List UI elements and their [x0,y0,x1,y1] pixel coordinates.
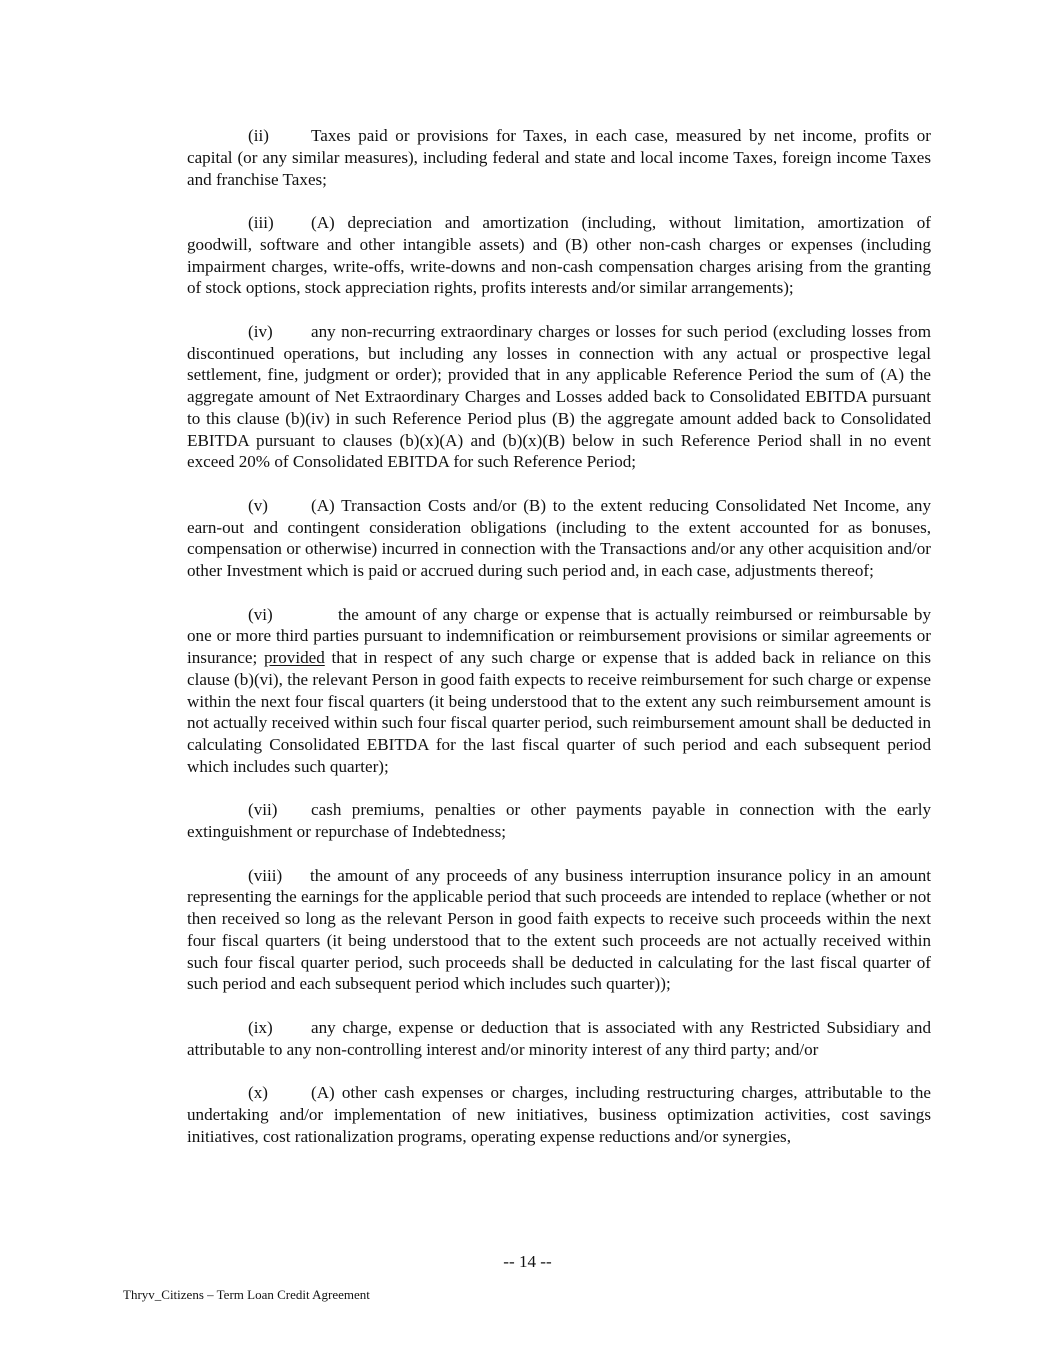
clause-label: (ii) [248,126,269,145]
clause-vii [187,799,931,843]
clause-label: (x) [248,1083,268,1102]
clause-label: (viii) [248,865,283,885]
clause-ii [187,125,931,190]
clause-label: (v) [248,495,268,515]
clause-text: (A) depreciation and amortization (including, without limitation, amortization of goodwill, software and other intangible assets) and (B) other non-cash charges or expenses (including impairment charges, write-offs, write-downs and non-cash compensation charges arising from the granting of stock options, stock appreciation rights, profits interests and/or similar arrangements); [187,213,931,298]
clause-label: (vii) [248,800,278,820]
clause-text: the amount of any proceeds of any business interruption insurance policy in an amount representing the earnings for the applicable period that such proceeds are intended to replace (whether or not then received so long as the relevant Person in good faith expects to receive such proceeds within the next four fiscal quarters (it being understood that to the extent such proceeds are not actually received within such four fiscal quarter period, such proceeds shall be deducted in calculating for the last fiscal quarter of such period and each subsequent period which includes such quarter)); [187,865,931,994]
clause-label: (vi) [248,604,273,624]
page-number: -- 14 -- [503,1252,552,1271]
clause-x [187,1082,931,1147]
document-body [187,125,931,1169]
clause-text-before: the amount of any charge or expense that is actually reimbursed or reimbursable by one or more third parties pursuant to indemnification or reimbursement provisions or similar agreements or insurance; [187,604,931,667]
clause-text: cash premiums, penalties or other payments payable in connection with the early extinguishment or repurchase of Indebtedness; [187,800,931,841]
clause-text: (A) Transaction Costs and/or (B) to the extent reducing Consolidated Net Income, any earn-out and contingent consideration obligations (including to the extent accounted for as bonuses, compensation or otherwise) incurred in connection with the Transactions and/or any other acquisition and/or other Investment which is paid or accrued during such period and, in each case, adjustments thereof; [187,495,931,580]
clause-text: any charge, expense or deduction that is associated with any Restricted Subsidiary and attributable to any non-controlling interest and/or minority interest of any third party; and/or [187,1017,931,1059]
clause-text: (A) other cash expenses or charges, including restructuring charges, attributable to the undertaking and/or implementation of new initiatives, business optimization activities, cost savings initiatives, cost rationalization programs, operating expense reductions and/or synergies, [187,1083,931,1146]
clause-text: any non-recurring extraordinary charges or losses for such period (excluding losses from discontinued operations, but including any losses in connection with any actual or prospective legal settlement, fine, judgment or order); provided that in any applicable Reference Period the sum of (A) the aggregate amount of Net Extraordinary Charges and Losses added back to Consolidated EBITDA pursuant to this clause (b)(iv) in such Reference Period plus (B) the aggregate amount added back to Consolidated EBITDA pursuant to clauses (b)(x)(A) and (b)(x)(B) below in such Reference Period shall in no event exceed 20% of Consolidated EBITDA for such Reference Period; [187,321,931,472]
provided-underlined: provided [264,648,325,667]
document-footer: Thryv_Citizens – Term Loan Credit Agreement [123,1287,370,1302]
clause-iii [187,212,931,299]
clause-iv [187,321,931,473]
clause-viii [187,865,931,996]
clause-vi [187,604,931,778]
clause-text-after: that in respect of any such charge or expense that is added back in reliance on this clause (b)(vi), the relevant Person in good faith expects to receive reimbursement for such charge or expense within the next four fiscal quarters (it being understood that to the extent any such reimbursement amount is not actually received within such four fiscal quarter period, such reimbursement amount shall be deducted in calculating Consolidated EBITDA for the last fiscal quarter of such period and each subsequent period which includes such quarter); [187,648,931,776]
clause-label: (iii) [248,213,274,232]
clause-label: (iv) [248,321,273,341]
clause-text: Taxes paid or provisions for Taxes, in each case, measured by net income, profits or capital (or any similar measures), including federal and state and local income Taxes, foreign income Taxes and franchise Taxes; [187,126,931,189]
clause-v [187,495,931,582]
clause-ix [187,1017,931,1061]
clause-label: (ix) [248,1017,273,1037]
